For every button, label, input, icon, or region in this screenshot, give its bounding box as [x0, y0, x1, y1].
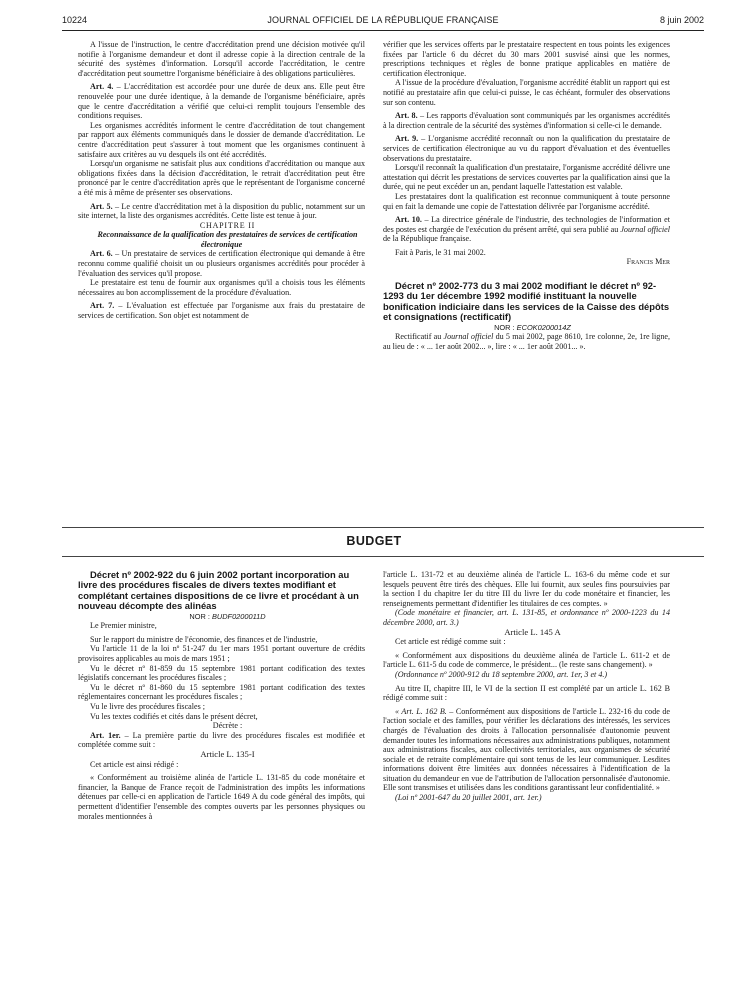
bottom-left-column	[78, 570, 365, 821]
nor-code: BUDF0200011D	[211, 611, 266, 621]
article-text: – Un prestataire de services de certification électronique qui demande à être reconnu comme qualifié choisit un ou plusieurs organismes accrédités pour procéder à l'évaluation des services qu'il propose.	[78, 249, 366, 278]
article-6	[78, 249, 365, 278]
rect-text: Rectificatif au	[395, 332, 444, 342]
paragraph: Vu le livre des procédures fiscales ;	[90, 701, 206, 711]
paragraph: « Conformément aux dispositions du deuxième alinéa de l'article L. 611-2 et de l'article L. 611-5 du code de commerce, le président... (le reste sans changement). »	[383, 650, 670, 670]
decrete: Décrète :	[212, 721, 243, 731]
paragraph: Sur le rapport du ministre de l'économie, des finances et de l'industrie,	[90, 634, 318, 644]
article-label: Art. 6.	[90, 249, 113, 259]
article-heading: Article L. 145 A	[504, 626, 561, 637]
article-label: Art. 5.	[90, 201, 113, 211]
issue-date: 8 juin 2002	[659, 15, 704, 25]
article-text: – La première partie du livre des procédures fiscales est modifiée et complétée comme suit :	[78, 730, 365, 750]
article-label: Art. 4.	[90, 82, 114, 92]
article-label: Art. 8.	[395, 111, 418, 121]
citation: (Code monétaire et financier, art. L. 131-85, et ordonnance nº 2000-1223 du 14 décembre 2000, art. 3.)	[383, 608, 670, 627]
nor-reference	[78, 612, 365, 622]
article-label: « Art. L. 162 B.	[395, 706, 447, 716]
paragraph: Lorsqu'un organisme ne satisfait plus aux conditions d'accréditation ou manque aux obligations fixées dans la décision d'accréditation, le retrait d'accréditation peut être prononcé par le centre d'accréditation après que le représentant de l'organisme concerné a été mis à même de présenter ses observations.	[78, 159, 365, 197]
paragraph: Les organismes accrédités informent le centre d'accréditation de tout changement par rapport aux éléments communiqués dans le dossier de demande d'accréditation. Le centre d'accréditation peut s'assurer à tout moment que les organismes continuent à satisfaire aux critères au vu desquels ils ont été accrédités.	[78, 120, 365, 159]
article-text: – Conformément aux dispositions de l'article L. 232-16 du code de l'action sociale et des familles, pour vérifier les déclarations des intéressés, les services chargés de l'évaluation des droits à l'allocation personnalisée d'autonomie peuvent demander toutes les informations nécessaires aux administrations publiques, notamment aux administrations fiscales, aux collectivités territoriales, aux organismes de sécurité sociale et de retraite complémentaire qui sont tenus de les leur communiquer. Lesdites informations doivent être limitées aux données nécessaires à l'identification de la situation du demandeur en vue de l'attribution de l'allocation personnalisée d'autonomie. Elle sont transmises et utilisées dans les conditions garantissant leur confidentialité. »	[383, 706, 670, 793]
paragraph: Vu le décret nº 81-860 du 15 septembre 1981 portant codification des textes réglementaires concernant les procédures fiscales ;	[78, 682, 365, 702]
bottom-right-column	[383, 570, 670, 803]
article-text: de la République française.	[383, 234, 472, 244]
nor-label: NOR :	[189, 611, 212, 621]
paragraph: Vu les textes codifiés et cités dans le présent décret,	[90, 711, 258, 721]
article-7	[78, 301, 365, 320]
article-9	[383, 134, 670, 163]
journal-title: JOURNAL OFFICIEL DE LA RÉPUBLIQUE FRANÇAISE	[267, 15, 499, 25]
rect-text: du 5 mai 2002, page 8610, 1re colonne, 2e, 1re ligne, au lieu de : « ... 1er août 2002... », lire : « ... 1er août 2001... ».	[383, 332, 671, 351]
article-text: – L'accréditation est accordée pour une durée de deux ans. Elle peut être renouvelée pour une durée identique, à la demande de l'organisme bénéficiaire, après que le centre d'accréditation a vérifié que celui-ci remplit toujours l'ensemble des conditions requises.	[78, 82, 366, 121]
decree-title: Décret nº 2002-922 du 6 juin 2002 portant incorporation au livre des procédures fiscales de divers textes modifiant et complétant certaines dispositions de ce livre et procédant à un nouveau décompte des alinéas	[78, 569, 359, 612]
chapter-title: Reconnaissance de la qualification des prestataires de services de certification électronique	[97, 230, 358, 249]
article-4	[78, 82, 365, 120]
article-text: – La directrice générale de l'industrie, des technologies de l'information et des postes est chargée de l'exécution du présent arrêté, qui sera publié au	[383, 215, 670, 234]
paragraph: A l'issue de l'instruction, le centre d'accréditation prend une décision motivée qu'il notifie à l'organisme demandeur et dont il adresse copie à la direction centrale de la sécurité des systèmes d'information. Lorsqu'il accorde l'accréditation, le centre d'accréditation peut soumettre l'organisme bénéficiaire à des obligations particulières.	[78, 40, 365, 78]
article-5	[78, 202, 365, 221]
article-label: Art. 10.	[395, 215, 422, 225]
paragraph: Vu le décret nº 81-859 du 15 septembre 1981 portant codification des textes législatifs concernant les procédures fiscales ;	[78, 663, 365, 683]
article-8	[383, 111, 670, 130]
citation: (Loi nº 2001-647 du 20 juillet 2001, art. 1er.)	[395, 793, 542, 803]
chapter-heading: CHAPITRE II	[199, 220, 256, 230]
paragraph: Les prestataires dont la qualification est reconnue communiquent à toute personne qui en fait la demande une copie de l'attestation délivrée par l'organisme accrédité.	[383, 191, 670, 211]
paragraph: vérifier que les services offerts par le prestataire respectent en tous points les exigences fixées par l'article 6 du décret du 30 mars 2001 susvisé ainsi que les normes, prescriptions techniques et règles de bonne pratique applicables en matière de certification électronique.	[383, 40, 670, 78]
paragraph: Cet article est ainsi rédigé :	[90, 759, 179, 769]
journal-reference: Journal officiel	[620, 224, 670, 234]
running-header	[62, 15, 704, 31]
article-text: – L'évaluation est effectuée par l'organisme aux frais du prestataire de services de certification. Son objet est notamment de	[78, 301, 365, 321]
article-l162b	[383, 707, 670, 793]
article-text: – Les rapports d'évaluation sont communiqués par les organismes accrédités à la direction centrale de la sécurité des systèmes d'information si celle-ci le demande.	[383, 111, 670, 130]
rectificatif	[383, 332, 670, 351]
nor-code: ECOK0200014Z	[516, 322, 571, 332]
paragraph: « Conformément au troisième alinéa de l'article L. 131-85 du code monétaire et financier, la Banque de France reçoit de l'administration des impôts les informations détenues par celle-ci en application de l'article 1649 A du code général des impôts, qui permettent d'identifier l'ensemble des comptes ouverts par les personnes physiques ou morales mentionnées à	[78, 773, 365, 821]
article-text: – Le centre d'accréditation met à la disposition du public, notamment sur un site internet, la liste des organismes accrédités. Cette liste est tenue à jour.	[78, 201, 365, 221]
paragraph: A l'issue de la procédure d'évaluation, l'organisme accrédité établit un rapport qui est notifié au prestataire afin que celui-ci puisse, le cas échéant, formuler des observations sur son contenu.	[383, 78, 670, 107]
top-left-column	[78, 40, 365, 321]
citation: (Ordonnance nº 2000-912 du 18 septembre 2000, art. 1er, 3 et 4.)	[395, 669, 608, 679]
paragraph: Cet article est rédigé comme suit :	[395, 637, 506, 647]
paragraph: Lorsqu'il reconnaît la qualification d'un prestataire, l'organisme accrédité délivre une attestation qui décrit les prestations de services couvertes par la qualification ainsi que la durée, qui ne peut excéder un an, pendant laquelle l'attestation est valable.	[383, 163, 671, 192]
section-rule-bottom	[62, 556, 704, 557]
decree-title: Décret nº 2002-773 du 3 mai 2002 modifiant le décret nº 92-1293 du 1er décembre 1992 modifié instituant la nouvelle bonification indiciaire dans les services de la Caisse des dépôts et consignations (rectificatif)	[383, 280, 670, 323]
header-rule	[62, 30, 704, 31]
article-label: Art. 7.	[90, 301, 115, 311]
top-right-column	[383, 40, 670, 351]
section-rule-top	[62, 527, 704, 528]
paragraph: Le Premier ministre,	[90, 621, 157, 631]
nor-reference	[383, 323, 670, 333]
article-10	[383, 215, 670, 244]
section-title: BUDGET	[346, 534, 402, 548]
paragraph: l'article L. 131-72 et au deuxième alinéa de l'article L. 163-6 du même code et sur lesquels peuvent être tirés des chèques. Elle lui fournit, aux seules fins poursuivies par la section I du chapitre Ier du titre III du livre Ier du code monétaire et financier, les renseignements permettant d'identifier les titulaires de ces comptes. »	[383, 570, 670, 608]
paragraph: Vu l'article 11 de la loi nº 51-247 du 1er mars 1951 portant ouverture de crédits provisoires applicables au mois de mars 1951 ;	[78, 644, 365, 663]
article-label: Art. 9.	[395, 134, 419, 144]
article-heading: Article L. 135-I	[200, 748, 255, 759]
article-1	[78, 731, 365, 750]
done-at: Fait à Paris, le 31 mai 2002.	[395, 247, 486, 257]
paragraph: Le prestataire est tenu de fournir aux organismes qu'il a choisis tous les éléments nécessaires au bon accomplissement de la procédure d'évaluation.	[78, 278, 365, 297]
article-text: – L'organisme accrédité reconnaît ou non la qualification du prestataire de services de certification électronique au vu du rapport d'évaluation et des éventuelles observations du prestataire.	[383, 134, 670, 163]
nor-label: NOR :	[494, 322, 517, 332]
page-number: 10224	[62, 15, 88, 25]
paragraph: Au titre II, chapitre III, le VI de la section II est complété par un article L. 162 B rédigé comme suit :	[383, 683, 670, 703]
signature: Francis Mer	[626, 257, 670, 267]
journal-reference: Journal officiel	[443, 332, 494, 342]
article-label: Art. 1er.	[90, 730, 121, 740]
